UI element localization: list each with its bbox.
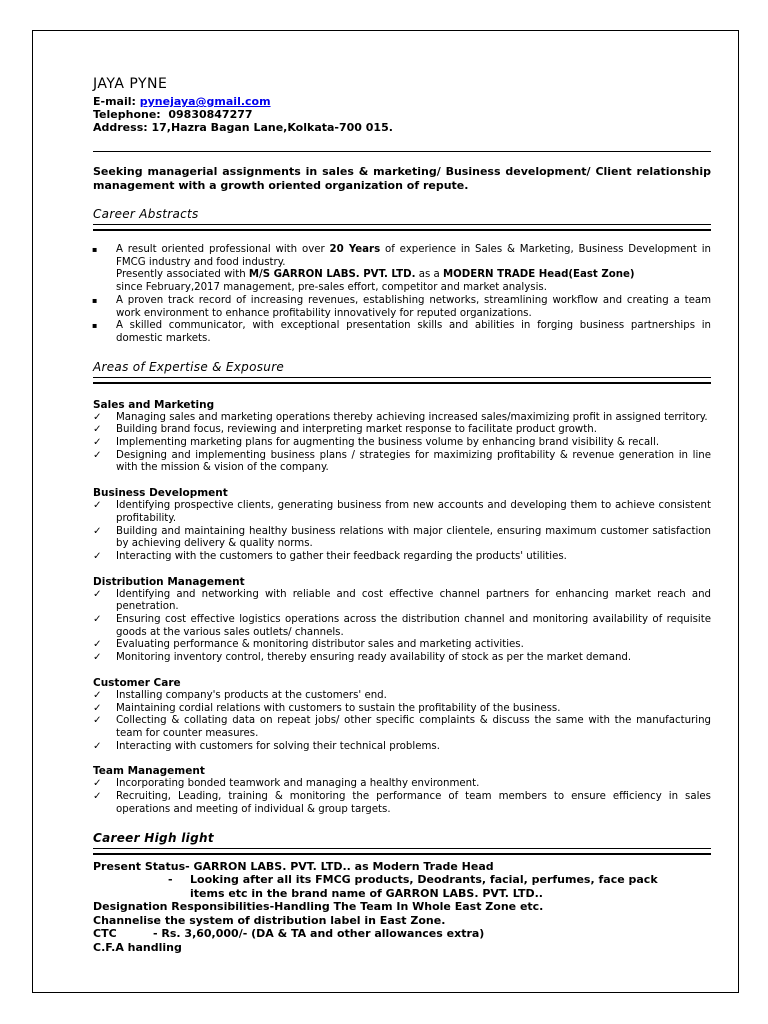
designation-line: Designation Responsibilities-Handling The Team In Whole East Zone etc. xyxy=(93,900,544,913)
list-item-text: Implementing marketing plans for augmenting the business volume by enhancing brand visibility & recall. xyxy=(116,437,660,449)
candidate-name: JAYA PYNE xyxy=(93,76,168,92)
checkmark-icon: ✓ xyxy=(93,614,102,626)
checkmark-icon: ✓ xyxy=(93,740,102,752)
list-item xyxy=(93,424,711,437)
checkmark-icon: ✓ xyxy=(93,689,102,701)
sales-marketing-list xyxy=(93,412,711,476)
list-item xyxy=(93,295,711,320)
ctc-value: - Rs. 3,60,000/- (DA & TA and other allowances extra) xyxy=(153,927,485,940)
email-link[interactable]: pynejaya@gmail.com xyxy=(139,95,271,108)
list-item-text: Building brand focus, reviewing and interpreting market response to facilitate product growth. xyxy=(116,424,597,436)
checkmark-icon: ✓ xyxy=(93,652,102,664)
looking-after-text: Looking after all its FMCG products, Deodrants, facial, perfumes, face pack xyxy=(190,873,658,886)
address-value: 17,Hazra Bagan Lane,Kolkata-700 015. xyxy=(151,121,393,134)
subheading-customer-care: Customer Care xyxy=(93,676,181,689)
list-item xyxy=(93,500,711,525)
checkmark-icon: ✓ xyxy=(93,411,102,423)
ctc-label: CTC xyxy=(93,927,117,940)
list-item-text: Collecting & collating data on repeat jobs/ other specific complaints & discuss the same with the manufacturing team for counter measures. xyxy=(116,715,711,739)
list-item xyxy=(93,778,711,791)
job-title: MODERN TRADE Head(East Zone) xyxy=(442,269,635,281)
channelise-line: Channelise the system of distribution label in East Zone. xyxy=(93,913,446,927)
telephone-value: 09830847277 xyxy=(168,108,253,121)
email-line xyxy=(93,95,711,108)
checkmark-icon: ✓ xyxy=(93,639,102,651)
list-item-text: Designing and implementing business plans / strategies for maximizing profitability & revenue generation in line with the mission & vision of the company. xyxy=(116,449,711,474)
list-item xyxy=(93,551,711,564)
list-item xyxy=(93,412,711,425)
text-span: A result oriented professional with over xyxy=(116,244,330,255)
square-bullet-icon: ▪ xyxy=(92,321,98,331)
section-divider xyxy=(93,224,711,231)
list-item-text: Evaluating performance & monitoring distributor sales and marketing activities. xyxy=(116,639,524,651)
resume-content xyxy=(93,76,711,954)
section-title-career-abstracts: Career Abstracts xyxy=(93,207,199,221)
subheading-sales-marketing: Sales and Marketing xyxy=(93,398,215,411)
section-title-expertise: Areas of Expertise & Exposure xyxy=(93,359,285,374)
checkmark-icon: ✓ xyxy=(93,588,102,600)
list-item-text: Interacting with customers for solving their technical problems. xyxy=(116,740,440,752)
career-highlight-block xyxy=(93,860,711,955)
list-item xyxy=(93,320,711,345)
subheading-team-management: Team Management xyxy=(93,765,205,778)
section-divider xyxy=(93,377,711,384)
contact-block xyxy=(93,95,711,134)
list-item xyxy=(93,526,711,551)
list-item xyxy=(93,703,711,716)
present-status: Present Status- GARRON LABS. PVT. LTD.. as Modern Trade Head xyxy=(93,859,494,873)
list-item-text: Maintaining cordial relations with customers to sustain the profitability of the business. xyxy=(116,702,561,714)
list-item xyxy=(93,715,711,740)
team-management-list xyxy=(93,778,711,816)
list-item xyxy=(93,791,711,816)
dash-mark: - xyxy=(168,873,173,886)
checkmark-icon: ✓ xyxy=(93,715,102,727)
list-item-text: Managing sales and marketing operations thereby achieving increased sales/maximizing profit in assigned territory. xyxy=(116,411,708,423)
list-item-text: Installing company's products at the customers' end. xyxy=(116,689,387,701)
business-development-list xyxy=(93,500,711,564)
square-bullet-icon: ▪ xyxy=(92,295,98,305)
looking-after-continuation: items etc in the brand name of GARRON LABS. PVT. LTD.. xyxy=(190,886,543,900)
customer-care-list xyxy=(93,690,711,754)
list-item xyxy=(93,639,711,652)
company-name: M/S GARRON LABS. PVT. LTD. xyxy=(248,269,416,281)
telephone-label: Telephone: xyxy=(93,108,161,121)
telephone-line xyxy=(93,108,711,121)
address-label: Address: xyxy=(93,121,148,134)
list-item xyxy=(93,690,711,703)
header-divider xyxy=(93,151,711,152)
text-span: A proven track record of increasing revenues, establishing networks, streamlining workflow and creating a team work environment to enhance profitability innovatively for reputed organizations. xyxy=(116,294,711,319)
section-divider xyxy=(93,848,711,855)
subheading-distribution-management: Distribution Management xyxy=(93,575,245,588)
checkmark-icon: ✓ xyxy=(93,424,102,436)
subheading-business-development: Business Development xyxy=(93,487,228,500)
distribution-management-list xyxy=(93,589,711,665)
address-line xyxy=(93,121,711,134)
list-item-text: Identifying and networking with reliable and cost effective channel partners for enhancing market reach and penetration. xyxy=(116,588,711,613)
ctc-line xyxy=(93,927,711,941)
text-span: Presently associated with xyxy=(116,269,249,281)
text-span: as a xyxy=(415,269,443,281)
checkmark-icon: ✓ xyxy=(93,791,102,803)
list-item xyxy=(93,450,711,475)
list-item xyxy=(93,614,711,639)
list-item-text: Building and maintaining healthy business relations with major clientele, ensuring maximum customer satisfaction by achieving delivery & quality norms. xyxy=(116,525,711,550)
career-objective: Seeking managerial assignments in sales & marketing/ Business development/ Client relationship management with a growth oriented organization of repute. xyxy=(93,165,711,192)
text-span: of experience in Sales & Marketing, Business Development in FMCG industry and food industry. xyxy=(116,244,712,268)
section-title-career-highlight: Career High light xyxy=(93,830,214,845)
looking-after-line xyxy=(93,873,711,887)
cfa-line: C.F.A handling xyxy=(93,940,182,954)
list-item-text: Interacting with the customers to gather their feedback regarding the products' utilities. xyxy=(116,550,567,562)
checkmark-icon: ✓ xyxy=(93,449,102,461)
text-span: A skilled communicator, with exceptional presentation skills and abilities in forging business partnerships in domestic markets. xyxy=(116,320,711,344)
checkmark-icon: ✓ xyxy=(93,702,102,714)
list-item-text: Ensuring cost effective logistics operations across the distribution channel and monitoring availability of requisite goods at the various sales outlets/ channels. xyxy=(116,614,711,638)
email-label: E-mail: xyxy=(93,95,136,108)
list-item xyxy=(93,741,711,754)
list-item-continuation xyxy=(93,269,711,282)
list-item-continuation: since February,2017 management, pre-sales effort, competitor and market analysis. xyxy=(116,282,547,294)
list-item-text: Identifying prospective clients, generating business from new accounts and developing them to achieve consistent profitability. xyxy=(116,500,711,524)
list-item-text: Recruiting, Leading, training & monitoring the performance of team members to ensure efficiency in sales operations and meeting of individual & group targets. xyxy=(116,791,711,815)
list-item-text: Incorporating bonded teamwork and managing a healthy environment. xyxy=(116,778,480,790)
list-item xyxy=(93,652,711,665)
square-bullet-icon: ▪ xyxy=(92,245,98,254)
list-item-text: Monitoring inventory control, thereby ensuring ready availability of stock as per the market demand. xyxy=(116,652,632,664)
text-span-bold: 20 Years xyxy=(329,244,381,255)
checkmark-icon: ✓ xyxy=(93,437,102,449)
career-abstracts-list xyxy=(93,244,711,346)
checkmark-icon: ✓ xyxy=(93,525,102,537)
checkmark-icon: ✓ xyxy=(93,500,102,512)
checkmark-icon: ✓ xyxy=(93,550,102,562)
list-item xyxy=(93,244,711,269)
list-item xyxy=(93,437,711,450)
checkmark-icon: ✓ xyxy=(93,778,102,790)
list-item xyxy=(93,589,711,614)
